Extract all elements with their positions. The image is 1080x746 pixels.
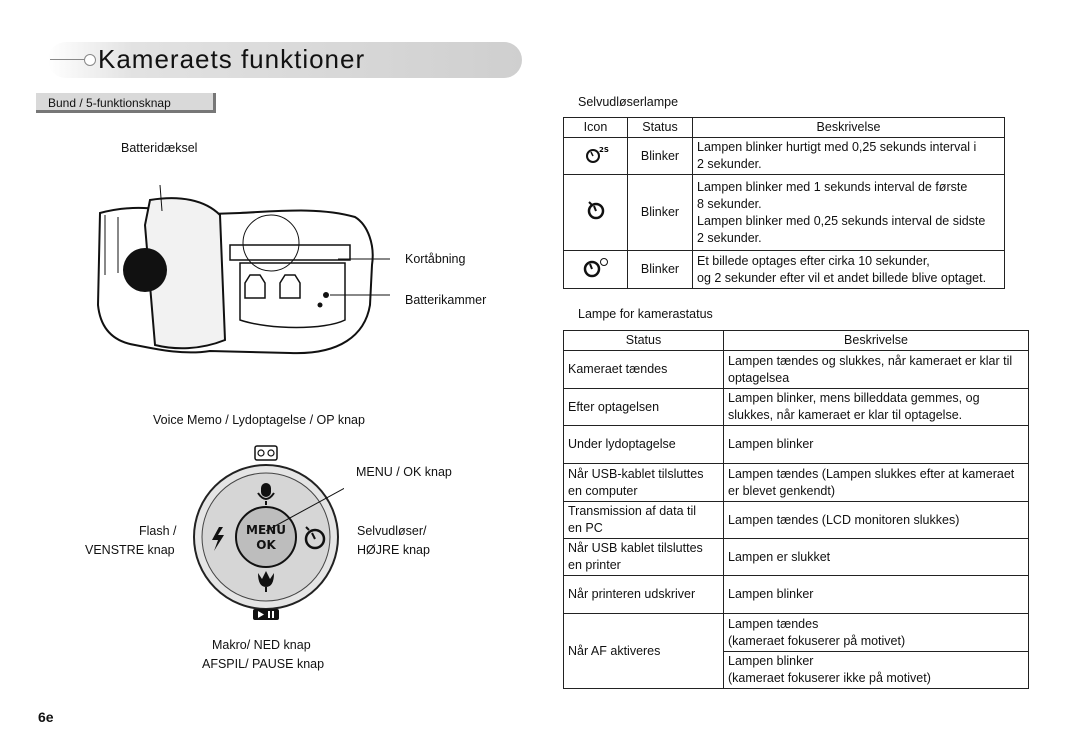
title-decoration-line xyxy=(50,59,84,60)
label-card-slot: Kortåbning xyxy=(405,252,466,266)
table-header-row xyxy=(564,118,1005,138)
table-row xyxy=(564,389,1029,426)
label-voice-memo: Voice Memo / Lydoptagelse / OP knap xyxy=(153,413,365,427)
table-cell-status: Transmission af data til en PC xyxy=(564,502,724,539)
table-cell-status: Kameraet tændes xyxy=(564,351,724,389)
label-macro: Makro/ NED knap xyxy=(212,638,311,652)
table-cell-desc: Lampen tændes og slukkes, når kameraet er klar til optagelsea xyxy=(724,351,1029,389)
label-play-pause: AFSPIL/ PAUSE knap xyxy=(202,657,325,671)
status-lamp-heading: Lampe for kamerastatus xyxy=(578,307,713,321)
section-tab: Bund / 5-funktionsknap xyxy=(36,93,216,113)
table-cell-status: Blinker xyxy=(628,175,693,251)
table-cell-status: Når USB-kablet tilsluttes en computer xyxy=(564,464,724,502)
table-cell-desc: Lampen blinker (kameraet fokuserer ikke på motivet) xyxy=(724,652,1029,689)
table-row xyxy=(564,251,1005,289)
table-cell-desc: Lampen er slukket xyxy=(724,539,1029,576)
play-pause-icon xyxy=(253,609,279,620)
table-row xyxy=(564,175,1005,251)
title-decoration-dot xyxy=(84,54,96,66)
control-pad xyxy=(192,443,344,623)
table-cell-status: Når USB kablet tilsluttes en printer xyxy=(564,539,724,576)
table-cell-status: Når AF aktiveres xyxy=(564,614,724,689)
label-battery-chamber: Batterikammer xyxy=(405,293,487,307)
table-cell-desc: Lampen tændes (kameraet fokuserer på motivet) xyxy=(724,614,1029,652)
table-header-row xyxy=(564,331,1029,351)
label-battery-cover: Batteridæksel xyxy=(121,141,198,155)
table-row xyxy=(564,502,1029,539)
menu-ok-button xyxy=(236,507,296,567)
page-title: Kameraets funktioner xyxy=(98,44,366,74)
timer-double-icon xyxy=(564,251,628,289)
table-cell-desc: Lampen blinker, mens billeddata gemmes, og slukkes, når kameraet er klar til optagelse. xyxy=(724,389,1029,426)
column-header: Icon xyxy=(564,118,628,138)
selftimer-lamp-heading: Selvudløserlampe xyxy=(578,95,679,109)
table-cell-desc: Lampen blinker xyxy=(724,426,1029,464)
label-selftimer: Selvudløser/ xyxy=(357,524,427,538)
label-flash: Flash / xyxy=(139,524,177,538)
table-cell-status: Blinker xyxy=(628,138,693,175)
table-cell-status: Blinker xyxy=(628,251,693,289)
label-left-button: VENSTRE knap xyxy=(85,543,175,557)
table-row xyxy=(564,576,1029,614)
timer-10s-icon xyxy=(564,175,628,251)
label-right-button: HØJRE knap xyxy=(357,543,430,557)
table-cell-status: Når printeren udskriver xyxy=(564,576,724,614)
table-cell-desc: Lampen blinker med 1 sekunds interval de første 8 sekunder. Lampen blinker med 0,25 sekunds interval de sidste 2 sekunder. xyxy=(693,175,1005,251)
table-row xyxy=(564,351,1029,389)
table-cell-desc: Et billede optages efter cirka 10 sekunder, og 2 sekunder efter vil et andet billede blive optaget. xyxy=(693,251,1005,289)
table-cell-desc: Lampen blinker xyxy=(724,576,1029,614)
selftimer-lamp-table xyxy=(563,117,1005,289)
menu-ok-text-menu: MENU xyxy=(246,523,286,537)
camera-bottom-illustration xyxy=(90,155,390,365)
column-header: Beskrivelse xyxy=(693,118,1005,138)
table-cell-status: Under lydoptagelse xyxy=(564,426,724,464)
menu-ok-text-ok: OK xyxy=(256,538,276,552)
table-row xyxy=(564,464,1029,502)
table-cell-status: Efter optagelsen xyxy=(564,389,724,426)
table-row xyxy=(564,614,1029,652)
table-cell-desc: Lampen tændes (Lampen slukkes efter at kameraet er blevet genkendt) xyxy=(724,464,1029,502)
column-header: Status xyxy=(564,331,724,351)
table-row xyxy=(564,138,1005,175)
column-header: Beskrivelse xyxy=(724,331,1029,351)
table-cell-desc: Lampen tændes (LCD monitoren slukkes) xyxy=(724,502,1029,539)
table-row xyxy=(564,539,1029,576)
status-lamp-table xyxy=(563,330,1029,689)
timer-2s-icon xyxy=(564,138,628,175)
table-row xyxy=(564,426,1029,464)
table-cell-desc: Lampen blinker hurtigt med 0,25 sekunds interval i 2 sekunder. xyxy=(693,138,1005,175)
page-number: 6e xyxy=(38,709,54,725)
column-header: Status xyxy=(628,118,693,138)
label-menu-ok: MENU / OK knap xyxy=(356,465,452,479)
svg-text:2S: 2S xyxy=(598,145,609,154)
